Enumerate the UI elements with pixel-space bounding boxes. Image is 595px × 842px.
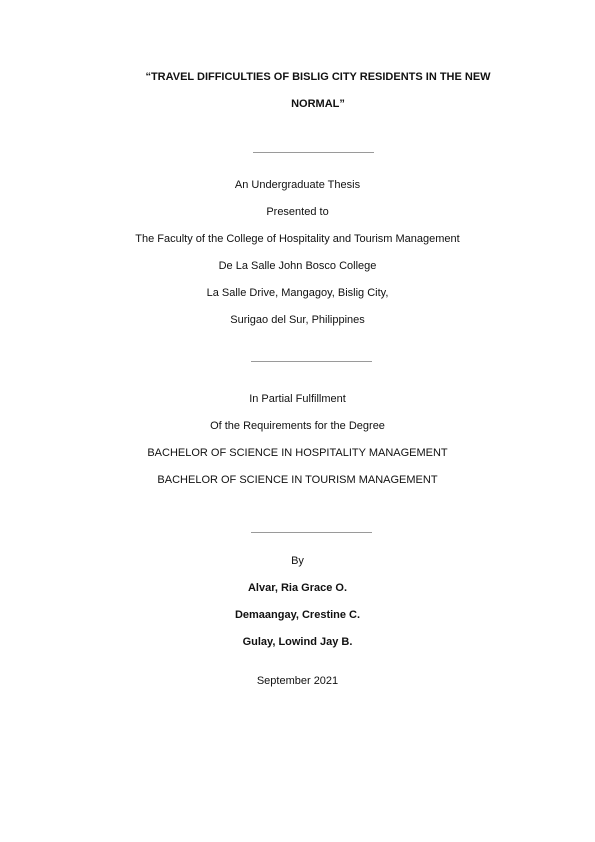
author-1: Alvar, Ria Grace O. bbox=[247, 582, 348, 594]
presented-to: Presented to bbox=[266, 206, 329, 218]
address-line-1: La Salle Drive, Mangagoy, Bislig City, bbox=[206, 287, 389, 299]
author-3: Gulay, Lowind Jay B. bbox=[242, 636, 353, 648]
by-label: By bbox=[291, 555, 304, 567]
faculty-name: The Faculty of the College of Hospitality and Tourism Management bbox=[135, 233, 460, 245]
divider-3 bbox=[251, 532, 372, 533]
college-name: De La Salle John Bosco College bbox=[218, 260, 377, 272]
thesis-type: An Undergraduate Thesis bbox=[234, 179, 361, 191]
degree-hospitality: BACHELOR OF SCIENCE IN HOSPITALITY MANAGEMENT bbox=[147, 447, 448, 459]
degree-tourism: BACHELOR OF SCIENCE IN TOURISM MANAGEMENT bbox=[157, 474, 438, 486]
address-line-2: Surigao del Sur, Philippines bbox=[230, 314, 365, 326]
submission-date: September 2021 bbox=[256, 675, 339, 687]
fulfillment-line-2: Of the Requirements for the Degree bbox=[210, 420, 385, 432]
divider-2 bbox=[251, 361, 372, 362]
divider-1 bbox=[253, 152, 374, 153]
fulfillment-line-1: In Partial Fulfillment bbox=[249, 393, 346, 405]
author-2: Demaangay, Crestine C. bbox=[234, 609, 361, 621]
thesis-title-line-2: NORMAL” bbox=[291, 98, 345, 110]
thesis-title-line-1: “TRAVEL DIFFICULTIES OF BISLIG CITY RESIDENTS IN THE NEW bbox=[145, 71, 491, 83]
